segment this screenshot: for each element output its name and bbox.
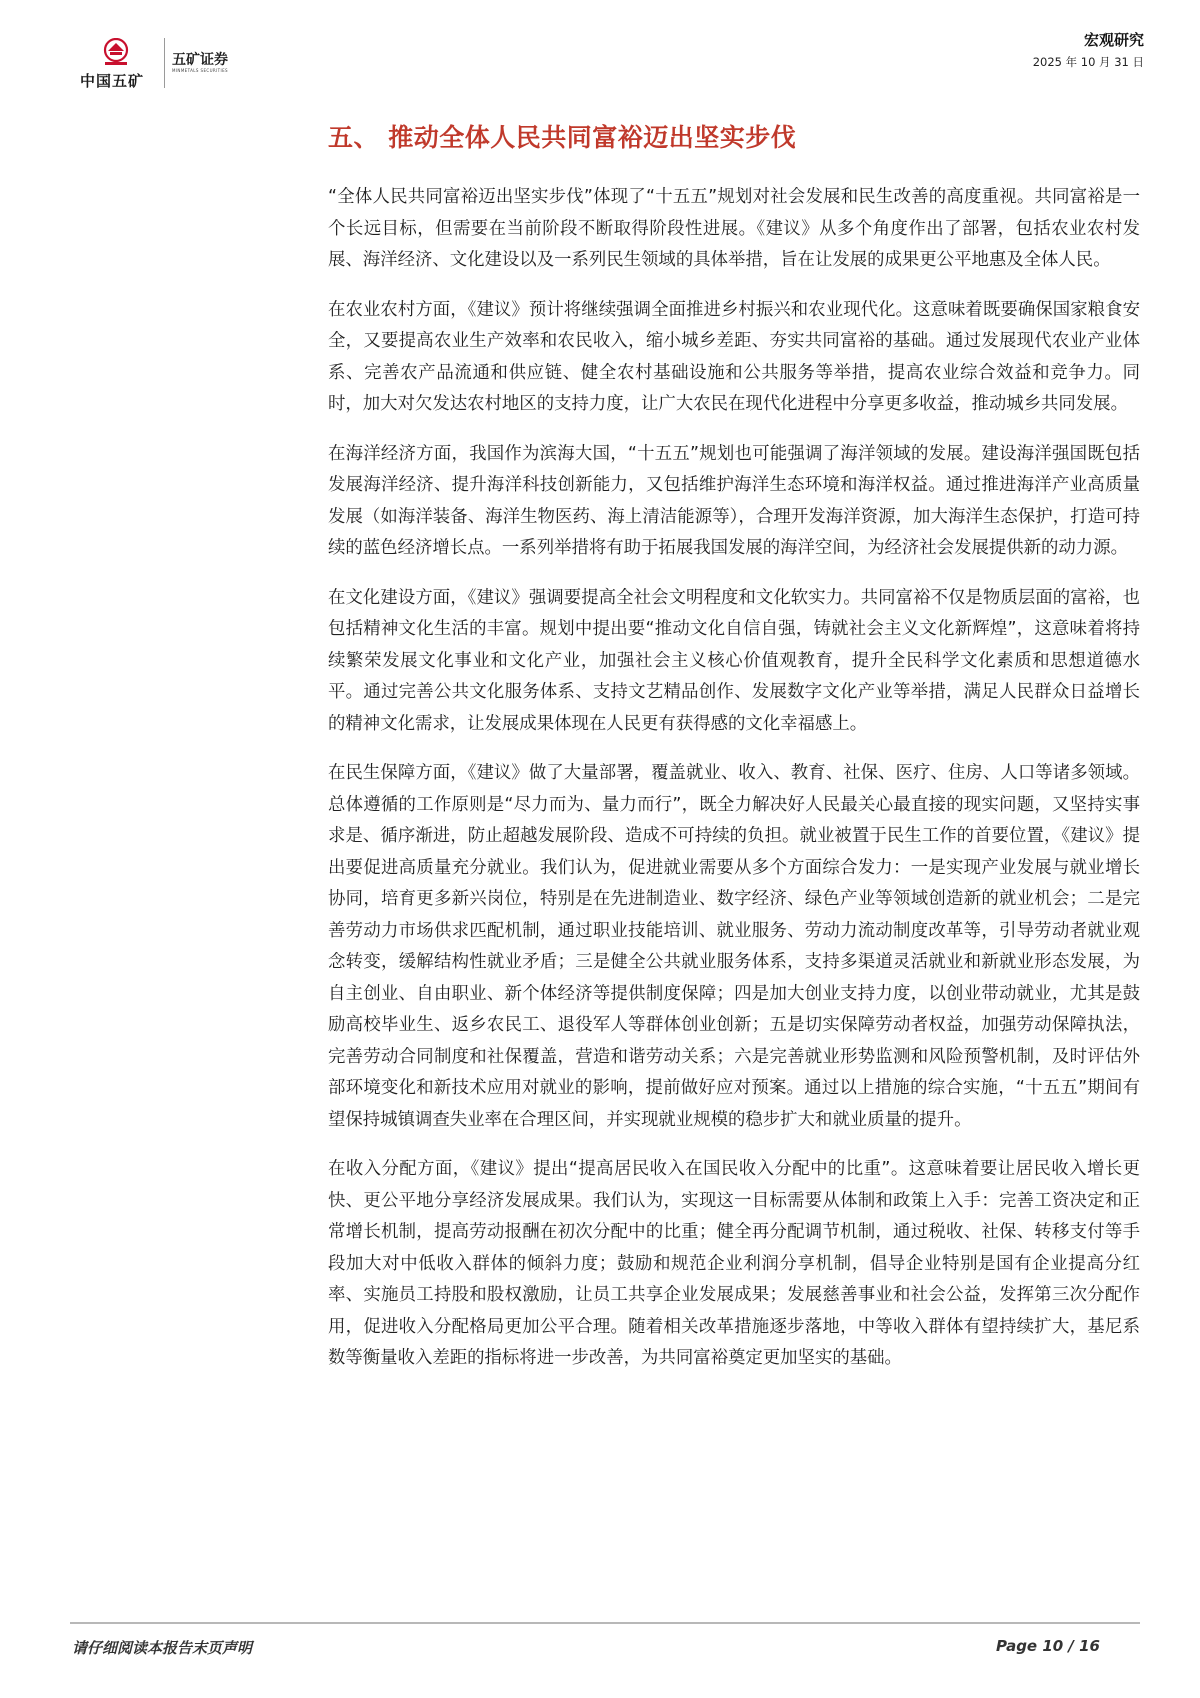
logo-minmetals-securities-subtext: MINMETALS SECURITIES [172,68,228,73]
section-title: 五、 推动全体人民共同富裕迈出坚实步伐 [328,123,797,152]
report-date: 2025 年 10 月 31 日 [1032,55,1144,69]
paragraph-livelihood: 在民生保障方面，《建议》做了大量部署，覆盖就业、收入、教育、社保、医疗、住房、人口等诸多领域。总体遵循的工作原则是“尽力而为、量力而行”，既全力解决好人民最关心最直接的现实问题，又坚持实事求是、循序渐进，防止超越发展阶段、造成不可持续的负担。就业被置于民生工作的首要位置，《建议》提出要促进高质量充分就业。我们认为，促进就业需要从多个方面综合发力：一是实现产业发展与就业增长协同，培育更多新兴岗位，特别是在先进制造业、数字经济、绿色产业等领域创造新的就业机会；二是完善劳动力市场供求匹配机制，通过职业技能培训、就业服务、劳动力流动制度改革等，引导劳动者就业观念转变，缓解结构性就业矛盾；三是健全公共就业服务体系，支持多渠道灵活就业和新就业形态发展，为自主创业、自由职业、新个体经济等提供制度保障；四是加大创业支持力度，以创业带动就业，尤其是鼓励高校毕业生、返乡农民工、退役军人等群体创业创新；五是切实保障劳动者权益，加强劳动保障执法，完善劳动合同制度和社保覆盖，营造和谐劳动关系；六是完善就业形势监测和风险预警机制，及时评估外部环境变化和新技术应用对就业的影响，提前做好应对预案。通过以上措施的综合实施，“十五五”期间有望保持城镇调查失业率在合理区间，并实现就业规模的稳步扩大和就业质量的提升。 [328,763,1140,1130]
paragraph-culture: 在文化建设方面，《建议》强调要提高全社会文明程度和文化软实力。共同富裕不仅是物质层面的富裕，也包括精神文化生活的丰富。规划中提出要“推动文化自信自强，铸就社会主义文化新辉煌”，这意味着将持续繁荣发展文化事业和文化产业，加强社会主义核心价值观教育，提升全民科学文化素质和思想道德水平。通过完善公共文化服务体系、支持文艺精品创作、发展数字文化产业等举措，满足人民群众日益增长的精神文化需求，让发展成果体现在人民更有获得感的文化幸福感上。 [328,587,1140,734]
footer-disclaimer: 请仔细阅读本报告末页声明 [72,1639,253,1657]
minmetals-emblem-icon [102,38,130,68]
footer-divider [70,1622,1140,1624]
paragraph-income-distribution: 在收入分配方面，《建议》提出“提高居民收入在国民收入分配中的比重”。这意味着要让居民收入增长更快、更公平地分享经济发展成果。我们认为，实现这一目标需要从体制和政策上入手：完善工资决定和正常增长机制，提高劳动报酬在初次分配中的比重；健全再分配调节机制，通过税收、社保、转移支付等手段加大对中低收入群体的倾斜力度；鼓励和规范企业利润分享机制，倡导企业特别是国有企业提高分红率、实施员工持股和股权激励，让员工共享企业发展成果；发展慈善事业和社会公益，发挥第三次分配作用，促进收入分配格局更加公平合理。随着相关改革措施逐步落地，中等收入群体有望持续扩大，基尼系数等衡量收入差距的指标将进一步改善，为共同富裕奠定更加坚实的基础。 [328,1159,1140,1368]
report-type: 宏观研究 [1083,31,1144,49]
logo-divider [164,38,165,88]
logo-china-minmetals-text: 中国五矿 [80,72,145,90]
paragraph-agriculture: 在农业农村方面，《建议》预计将继续强调全面推进乡村振兴和农业现代化。这意味着既要确保国家粮食安全，又要提高农业生产效率和农民收入，缩小城乡差距、夯实共同富裕的基础。通过发展现代农业产业体系、完善农产品流通和供应链、健全农村基础设施和公共服务等举措，提高农业综合效益和竞争力。同时，加大对欠发达农村地区的支持力度，让广大农民在现代化进程中分享更多收益，推动城乡共同发展。 [328,299,1140,414]
company-logo [80,34,270,94]
report-meta [1033,30,1144,70]
report-body [328,182,1140,1393]
paragraph-intro: “全体人民共同富裕迈出坚实步伐”体现了“十五五”规划对社会发展和民生改善的高度重视。共同富裕是一个长远目标，但需要在当前阶段不断取得阶段性进展。《建议》从多个角度作出了部署，包括农业农村发展、海洋经济、文化建设以及一系列民生领域的具体举措，旨在让发展的成果更公平地惠及全体人民。 [328,187,1140,270]
page-number: Page 10 / 16 [996,1637,1100,1655]
logo-minmetals-securities-text: 五矿证券 [172,52,228,68]
paragraph-marine-economy: 在海洋经济方面，我国作为滨海大国，“十五五”规划也可能强调了海洋领域的发展。建设海洋强国既包括发展海洋经济、提升海洋科技创新能力，又包括维护海洋生态环境和海洋权益。通过推进海洋产业高质量发展（如海洋装备、海洋生物医药、海上清洁能源等），合理开发海洋资源，加大海洋生态保护，打造可持续的蓝色经济增长点。一系列举措将有助于拓展我国发展的海洋空间，为经济社会发展提供新的动力源。 [328,443,1140,558]
